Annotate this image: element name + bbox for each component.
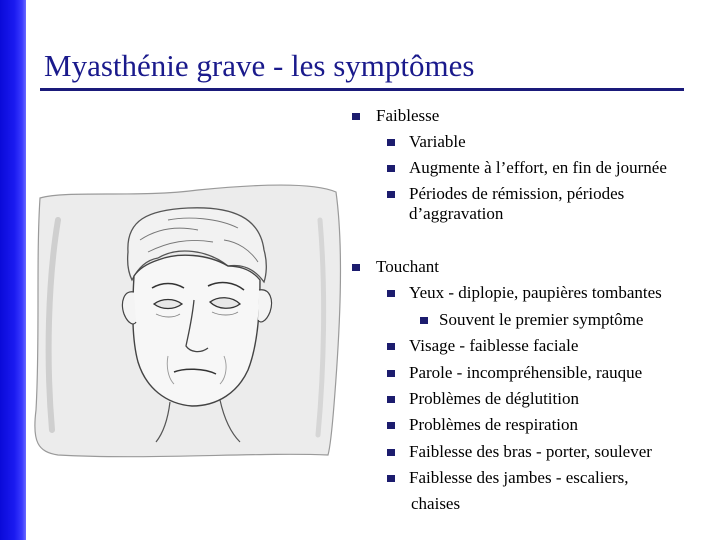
list-item: Variable <box>409 132 466 151</box>
list-item: Faiblesse des bras - porter, soulever <box>409 442 652 461</box>
section-heading-touchant: Touchant <box>376 257 440 276</box>
list-item: Parole - incompréhensible, rauque <box>409 363 643 382</box>
sub-bullet-marker <box>387 396 395 403</box>
sub-bullet-marker <box>387 290 395 297</box>
list-item: Problèmes de déglutition <box>409 389 579 408</box>
list-item: Souvent le premier symptôme <box>439 310 644 329</box>
sub-bullet-marker <box>387 475 395 482</box>
list-item: Visage - faiblesse faciale <box>409 336 579 355</box>
list-item: Faiblesse des jambes - escaliers, <box>409 468 629 487</box>
sub-sub-bullet-marker <box>420 317 428 324</box>
list-item: Problèmes de respiration <box>409 415 579 434</box>
bullet-marker <box>352 113 360 120</box>
slide-title: Myasthénie grave - les symptômes <box>44 48 475 83</box>
sub-bullet-marker <box>387 191 395 198</box>
sub-bullet-marker <box>387 449 395 456</box>
sub-bullet-marker <box>387 139 395 146</box>
sub-bullet-marker <box>387 165 395 172</box>
section-heading-faiblesse: Faiblesse <box>376 106 440 125</box>
sub-bullet-marker <box>387 422 395 429</box>
list-item: Périodes de rémission, périodes <box>409 184 625 203</box>
list-item: Yeux - diplopie, paupières tombantes <box>409 283 662 302</box>
bullet-marker <box>352 264 360 271</box>
list-item-continuation: chaises <box>411 494 461 513</box>
list-item-continuation: d’aggravation <box>409 204 504 223</box>
list-item: Augmente à l’effort, en fin de journée <box>409 158 667 177</box>
sub-bullet-marker <box>387 370 395 377</box>
sub-bullet-marker <box>387 343 395 350</box>
